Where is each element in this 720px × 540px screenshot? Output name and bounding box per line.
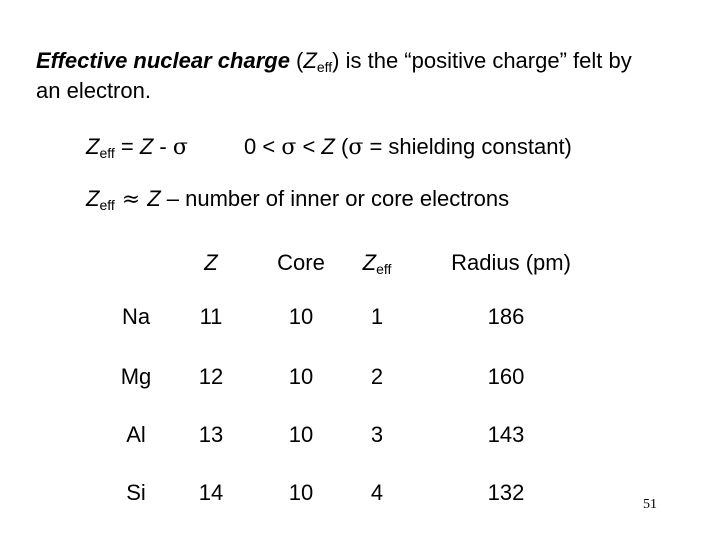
table-cell-element: Si — [126, 480, 146, 505]
table-cell-z: 14 — [198, 480, 224, 505]
table-cell-core: 10 — [288, 364, 314, 389]
eq2-sigma2: σ — [348, 135, 364, 160]
eq2-lt: < — [296, 134, 322, 159]
table-cell-core: 10 — [288, 480, 314, 505]
table-cell-zeff: 1 — [370, 304, 384, 329]
title-z-subscript: eff — [316, 59, 333, 75]
table-cell-core: 10 — [288, 422, 314, 447]
eq1-z2: Z — [139, 134, 154, 159]
equation-zeff — [86, 132, 188, 168]
eq2-paren: ( — [334, 134, 349, 159]
table-cell-element: Al — [126, 422, 146, 447]
title-bold-phrase: Effective nuclear charge — [36, 48, 290, 73]
eq3-approx: ≈ — [114, 187, 148, 212]
title-rest: ) is the “positive charge” felt by — [332, 48, 632, 73]
title-line-2: an electron. — [36, 78, 151, 103]
eq1-z: Z — [86, 134, 100, 159]
table-cell-radius: 186 — [487, 304, 525, 329]
table-cell-z: 12 — [198, 364, 224, 389]
table-cell-z: 11 — [199, 304, 223, 329]
page-number: 51 — [643, 497, 657, 512]
table-cell-element: Mg — [120, 364, 152, 389]
eq1-minus: - — [153, 134, 173, 159]
eq2-rest: = shielding constant) — [363, 134, 572, 159]
title-paren-open: ( — [289, 48, 304, 73]
header-core: Core — [277, 250, 325, 275]
header-radius: Radius (pm) — [451, 250, 571, 275]
table-cell-zeff: 4 — [370, 480, 384, 505]
eq3-sub: eff — [99, 197, 115, 213]
header-z: Z — [204, 250, 218, 275]
table-cell-zeff: 3 — [370, 422, 384, 447]
table-cell-z: 13 — [198, 422, 224, 447]
header-zeff-sub: eff — [376, 261, 392, 277]
eq1-sub: eff — [99, 145, 115, 161]
equation-sigma-range — [244, 132, 572, 163]
table-cell-zeff: 2 — [370, 364, 384, 389]
table-cell-element: Na — [121, 304, 151, 329]
title-z-symbol: Z — [303, 48, 317, 73]
table-cell-radius: 132 — [487, 480, 525, 505]
table-cell-core: 10 — [288, 304, 314, 329]
eq1-equals: = — [114, 134, 140, 159]
eq2-start: 0 < — [244, 134, 282, 159]
table-cell-radius: 143 — [487, 422, 525, 447]
header-zeff — [352, 248, 402, 284]
eq1-sigma: σ — [172, 135, 188, 160]
equation-zeff-approx — [86, 184, 509, 220]
eq2-z: Z — [321, 134, 335, 159]
eq3-z2: Z — [147, 186, 161, 211]
eq3-rest: – number of inner or core electrons — [160, 186, 510, 211]
eq2-sigma: σ — [281, 135, 297, 160]
table-cell-radius: 160 — [487, 364, 525, 389]
header-zeff-z: Z — [362, 250, 377, 275]
eq3-z: Z — [86, 186, 100, 211]
